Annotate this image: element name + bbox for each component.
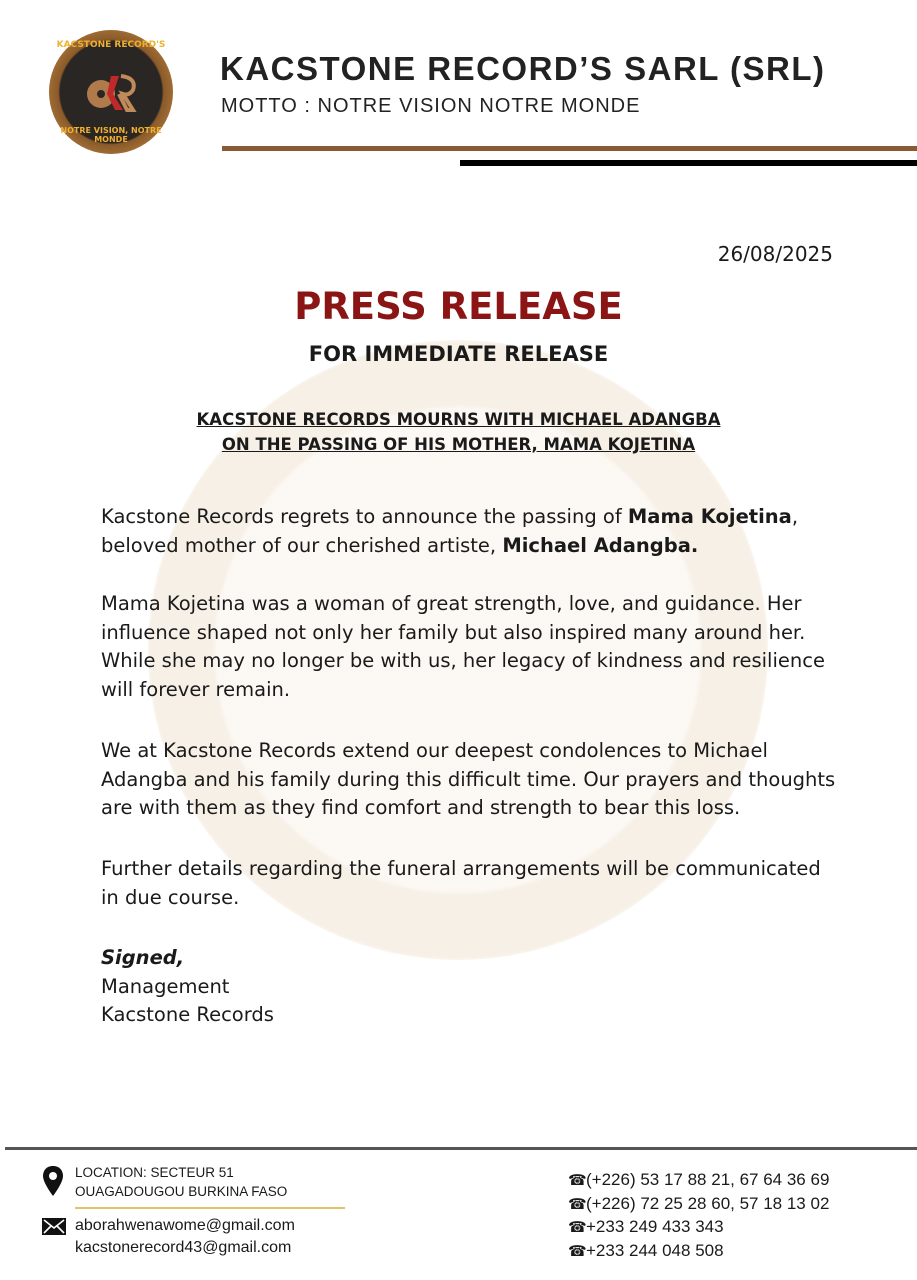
signature-block [101, 944, 841, 1030]
headline-line-2: ON THE PASSING OF HIS MOTHER, MAMA KOJETINA [221, 435, 696, 454]
header-divider-brown [222, 146, 917, 151]
logo-text-top: KACSTONE RECORD'S [56, 40, 166, 50]
footer-phones [568, 1169, 829, 1263]
phone-1 [568, 1169, 829, 1193]
phone-3 [568, 1216, 829, 1240]
signature-line-1: Management [101, 974, 230, 998]
phone-2 [568, 1193, 829, 1217]
release-date: 26/08/2025 [717, 242, 833, 266]
p1-text-2: , beloved mother of our cherished artiste, [101, 505, 799, 557]
company-name: KACSTONE RECORD’S SARL (SRL) [220, 50, 826, 87]
document-title: PRESS RELEASE [294, 285, 623, 328]
telephone-icon: ☎ [568, 1172, 587, 1189]
footer-gold-rule [75, 1207, 345, 1209]
signature-line-2: Kacstone Records [101, 1003, 274, 1026]
body-paragraph-2: Mama Kojetina was a woman of great strength, love, and guidance. Her influence shaped not only her family but also inspired many around her. While she may no longer be with us, her legacy of kindness and resilience will forever remain. [101, 592, 825, 701]
header-divider-black [460, 160, 917, 166]
body-paragraph-4: Further details regarding the funeral arrangements will be communicated in due course. [101, 857, 821, 909]
logo-text-bottom: NOTRE VISION, NOTRE MONDE [60, 126, 162, 144]
body-paragraph-3: We at Kacstone Records extend our deepest condolences to Michael Adangba and his family during this difficult time. Our prayers and thoughts are with them as they find comfort and strength to bear this loss. [101, 739, 836, 819]
company-logo [49, 30, 173, 154]
location-pin-icon [42, 1165, 64, 1197]
p1-bold-artist: Michael Adangba. [502, 533, 699, 557]
location-line-2: OUAGADOUGOU BURKINA FASO [75, 1184, 288, 1199]
record-logo-icon [83, 70, 139, 114]
email-icon [42, 1218, 66, 1235]
telephone-icon: ☎ [568, 1242, 587, 1260]
footer-emails [75, 1215, 295, 1259]
body-paragraph-1 [101, 503, 841, 560]
location-line-1: LOCATION: SECTEUR 51 [75, 1165, 234, 1180]
phone-number-4[interactable]: +233 244 048 508 [586, 1240, 724, 1260]
email-1[interactable]: aborahwenawome@gmail.com [75, 1217, 295, 1234]
email-2[interactable]: kacstonerecord43@gmail.com [75, 1239, 292, 1256]
signed-label: Signed, [101, 946, 185, 969]
document-subtitle: FOR IMMEDIATE RELEASE [308, 342, 609, 366]
phone-number-1[interactable]: (+226) 53 17 88 21, 67 64 36 69 [586, 1170, 830, 1189]
telephone-icon: ☎ [568, 1195, 587, 1213]
footer-location [75, 1163, 287, 1201]
phone-number-3[interactable]: +233 249 433 343 [586, 1217, 724, 1236]
phone-4 [568, 1240, 829, 1264]
p1-text: Kacstone Records regrets to announce the passing of [101, 505, 628, 528]
phone-number-2[interactable]: (+226) 72 25 28 60, 57 18 13 02 [586, 1193, 830, 1213]
headline-line-1: KACSTONE RECORDS MOURNS WITH MICHAEL ADANGBA [196, 410, 721, 429]
company-motto: MOTTO : NOTRE VISION NOTRE MONDE [221, 95, 641, 117]
p1-bold-name: Mama Kojetina [627, 505, 792, 528]
footer-divider [5, 1147, 917, 1150]
telephone-icon: ☎ [568, 1219, 587, 1236]
